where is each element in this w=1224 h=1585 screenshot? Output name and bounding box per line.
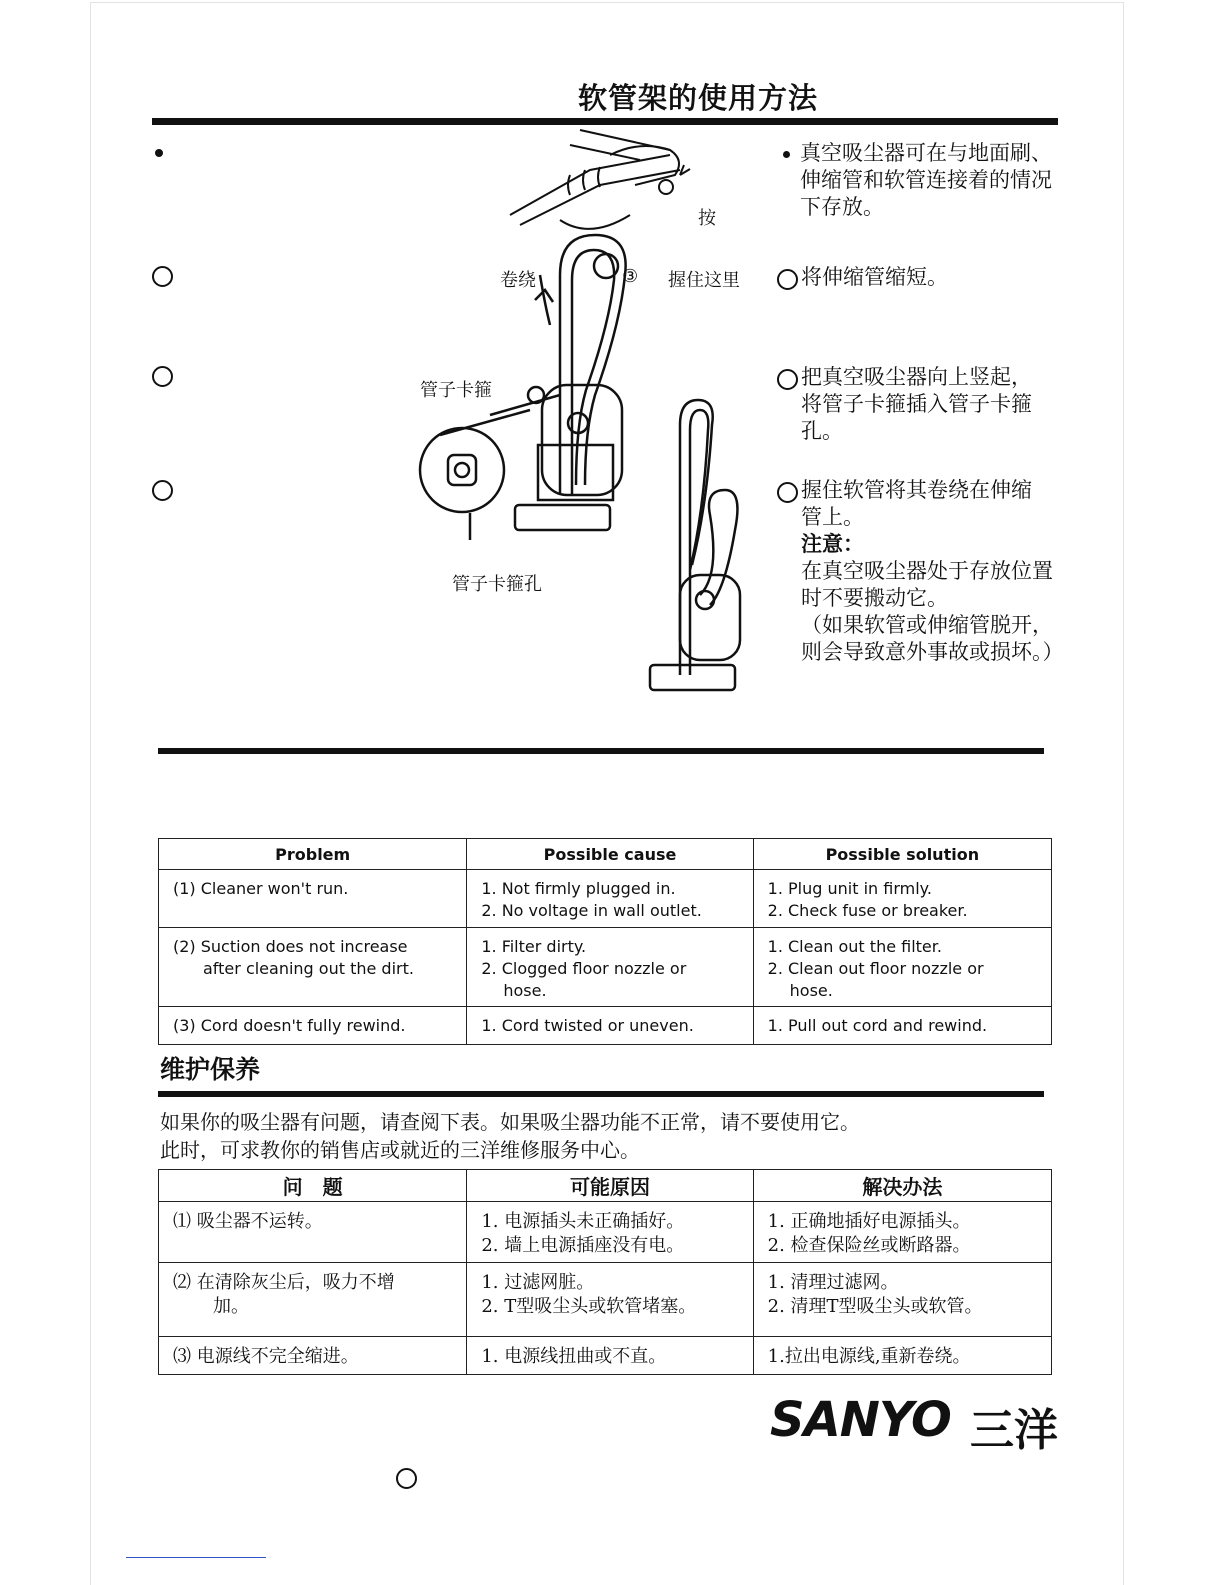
table-row [159, 1263, 1052, 1337]
solution-cell: 1. Plug unit in firmly. 2. Check fuse or breaker. [753, 870, 1051, 928]
header-cause: Possible cause [467, 839, 753, 870]
chinese-troubleshooting-table [158, 1169, 1052, 1375]
header-solution: Possible solution [753, 839, 1051, 870]
maintenance-rule [158, 1091, 1044, 1097]
table-row [159, 928, 1052, 1007]
table-row [159, 870, 1052, 928]
problem-cell: (1) Cleaner won't run. [159, 870, 467, 928]
maintenance-heading: 维护保养 [160, 1055, 261, 1084]
instruction-step3: 握住软管将其卷绕在伸缩 管上。 注意： 在真空吸尘器处于存放位置 时不要搬动它。 （如果软管或伸缩管脱开， 则会导致意外事故或损坏。） [801, 478, 1064, 664]
cause-cell: 1. Not firmly plugged in. 2. No voltage in wall outlet. [467, 870, 753, 928]
note-title: 注意： [801, 532, 864, 556]
title-rule [152, 118, 1058, 125]
step-circle-1 [152, 266, 173, 287]
label-hose-clip: 管子卡箍 [420, 380, 492, 401]
table-row [159, 1007, 1052, 1045]
step-circle-3 [152, 480, 173, 501]
problem-cell: (3) Cord doesn't fully rewind. [159, 1007, 467, 1045]
intro-bullet-dot [783, 151, 790, 158]
header-problem: 问 题 [159, 1170, 467, 1202]
table-row [159, 1202, 1052, 1263]
instruction-step2: 把真空吸尘器向上竖起， 将管子卡箍插入管子卡箍 孔。 [801, 365, 1032, 443]
solution-cell: 1. 正确地插好电源插头。 2. 检查保险丝或断路器。 [753, 1202, 1051, 1263]
header-problem: Problem [159, 839, 467, 870]
problem-cell: (2) Suction does not increase after cleaning out the dirt. [159, 928, 467, 1007]
table-header-row [159, 1170, 1052, 1202]
problem-cell: ⑵ 在清除灰尘后，吸力不增 加。 [159, 1263, 467, 1337]
cause-cell: 1. Filter dirty. 2. Clogged floor nozzle or hose. [467, 928, 753, 1007]
maintenance-intro: 如果你的吸尘器有问题，请查阅下表。如果吸尘器功能不正常，请不要使用它。 此时，可求教你的销售店或就近的三洋维修服务中心。 [160, 1110, 860, 1162]
english-troubleshooting-table [158, 838, 1052, 1045]
solution-cell: 1. Clean out the filter. 2. Clean out floor nozzle or hose. [753, 928, 1051, 1007]
problem-cell: ⑶ 电源线不完全缩进。 [159, 1337, 467, 1375]
solution-cell: 1.拉出电源线,重新卷绕。 [753, 1337, 1051, 1375]
page-title: 软管架的使用方法 [578, 81, 819, 115]
label-hose-clip-hole: 管子卡箍孔 [452, 574, 542, 595]
cause-cell: 1. Cord twisted or uneven. [467, 1007, 753, 1045]
instruction-intro: 真空吸尘器可在与地面刷、 伸缩管和软管连接着的情况 下存放。 [800, 141, 1052, 219]
footer-link-underline [126, 1557, 266, 1558]
header-cause: 可能原因 [467, 1170, 753, 1202]
instruction-circle-3 [777, 482, 798, 503]
label-wind: 卷绕 [500, 270, 536, 291]
cause-cell: 1. 过滤网脏。 2. T型吸尘头或软管堵塞。 [467, 1263, 753, 1337]
table-header-row [159, 839, 1052, 870]
instruction-circle-1 [777, 269, 798, 290]
solution-cell: 1. Pull out cord and rewind. [753, 1007, 1051, 1045]
sanyo-logo-cn: 三洋 [970, 1405, 1058, 1456]
label-step3: ③ [622, 266, 639, 287]
sanyo-logo: SANYO [770, 1392, 951, 1448]
instruction-step1: 将伸缩管缩短。 [801, 265, 948, 289]
label-hold-here: 握住这里 [668, 270, 740, 291]
cause-cell: 1. 电源线扭曲或不直。 [467, 1337, 753, 1375]
table-row [159, 1337, 1052, 1375]
section-rule [158, 748, 1044, 754]
problem-cell: ⑴ 吸尘器不运转。 [159, 1202, 467, 1263]
label-press: 按 [698, 208, 716, 229]
solution-cell: 1. 清理过滤网。 2. 清理T型吸尘头或软管。 [753, 1263, 1051, 1337]
footer-circle [396, 1468, 417, 1489]
header-solution: 解决办法 [753, 1170, 1051, 1202]
bullet-dot [155, 149, 163, 157]
instruction-circle-2 [777, 369, 798, 390]
cause-cell: 1. 电源插头未正确插好。 2. 墙上电源插座没有电。 [467, 1202, 753, 1263]
step-circle-2 [152, 366, 173, 387]
